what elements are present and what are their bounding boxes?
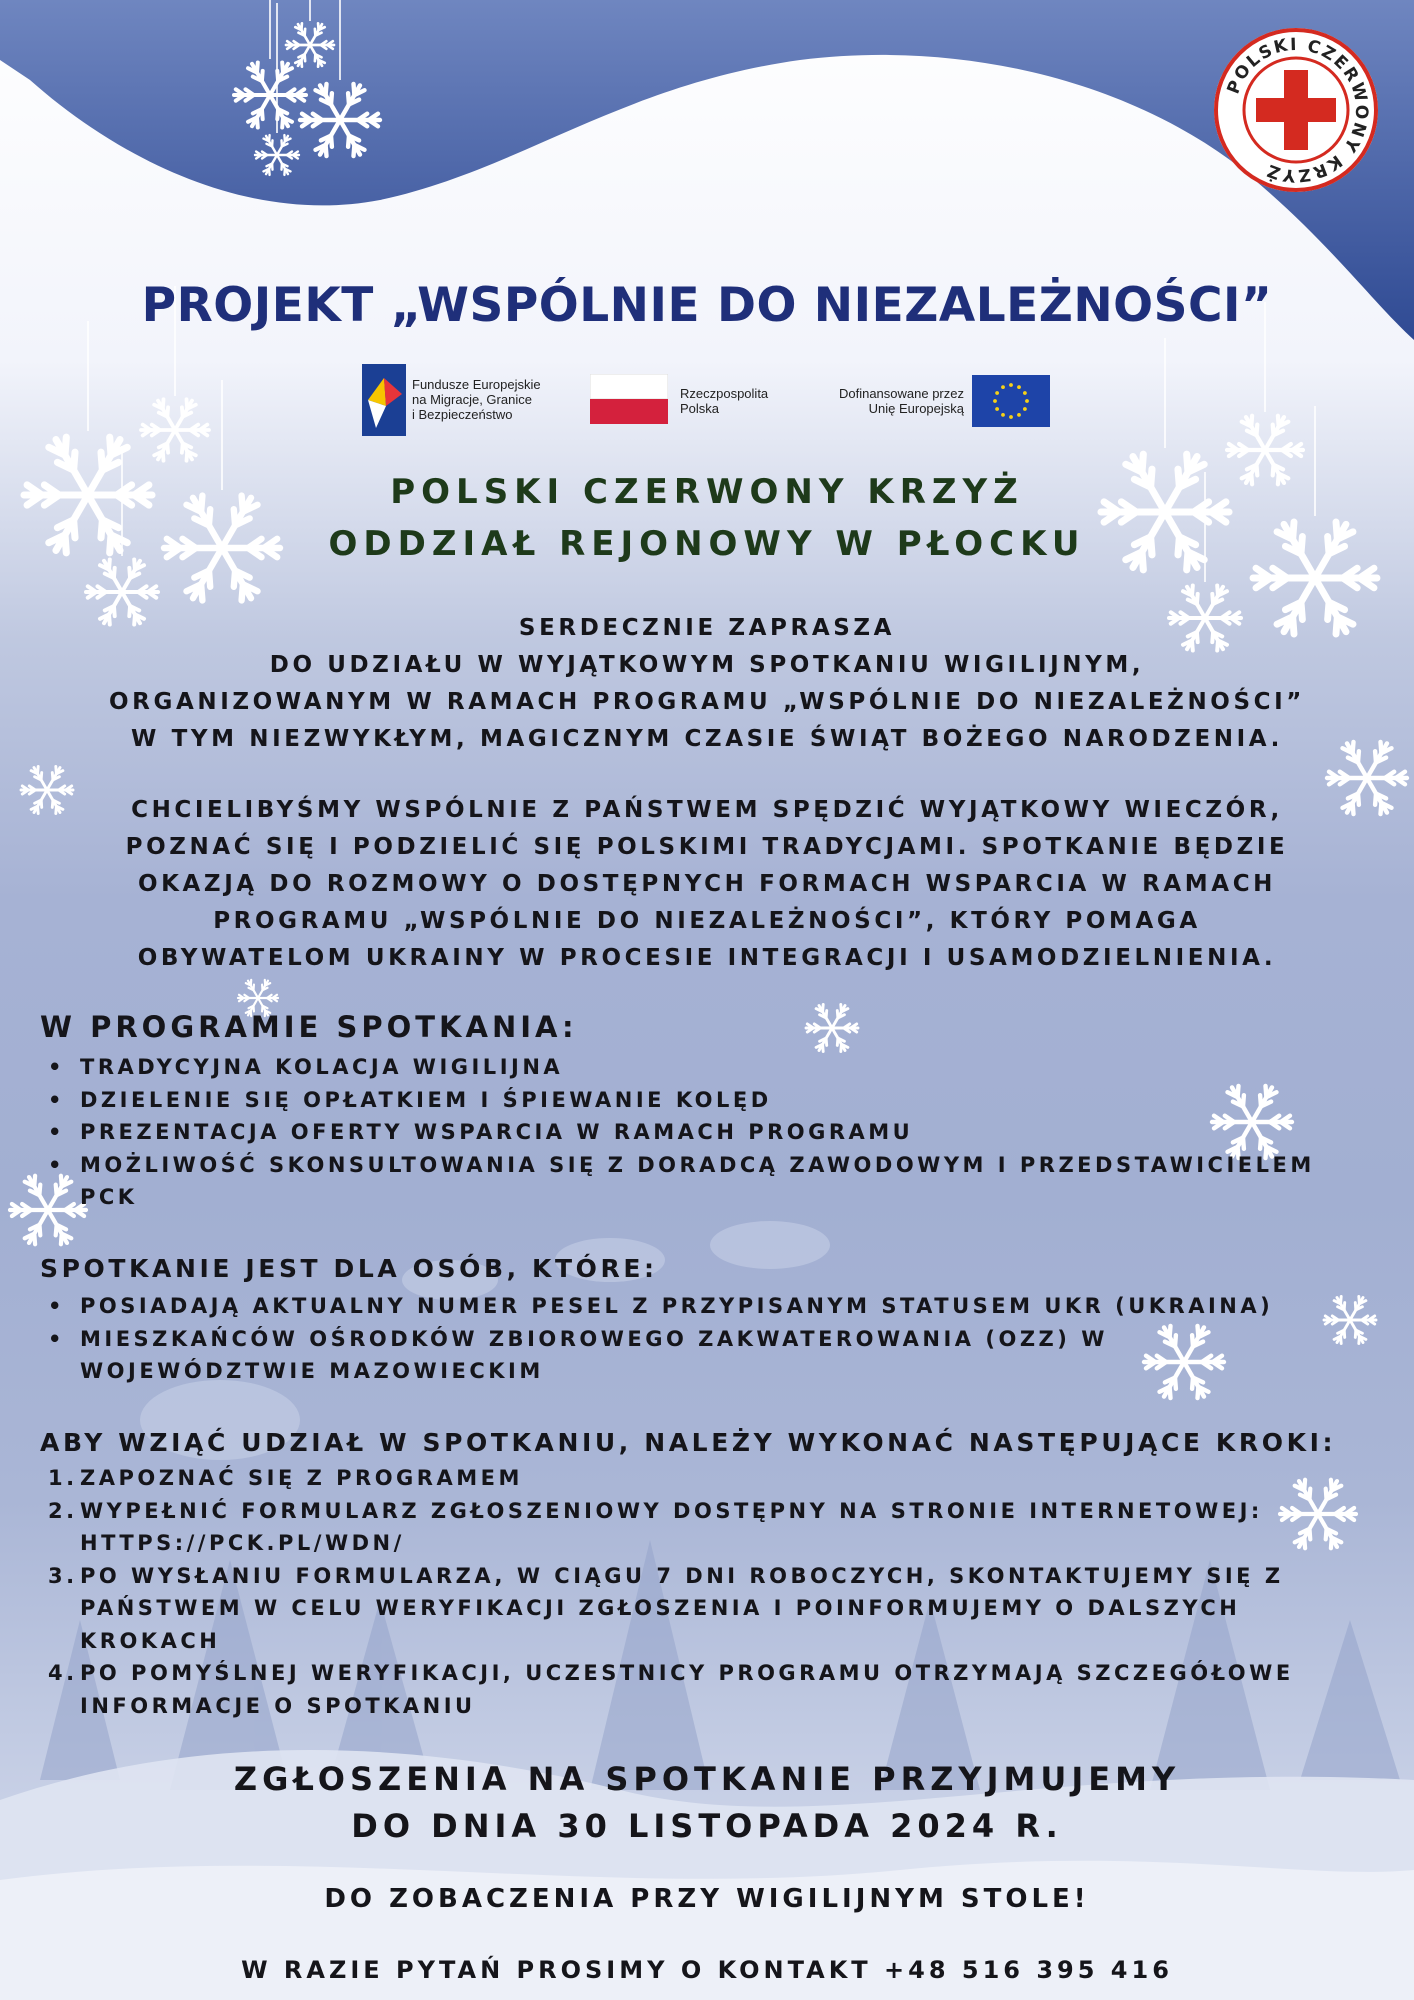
snowflake-icon (234, 63, 306, 128)
poland-flag-icon (590, 374, 668, 424)
description-line: PROGRAMU „WSPÓLNIE DO NIEZALEŻNOŚCI”, KTÓRY POMAGA (213, 908, 1201, 934)
invitation-line: SERDECZNIE ZAPRASZA (518, 615, 896, 641)
audience-list (40, 1290, 1274, 1388)
org-branch: ODDZIAŁ REJONOWY W PŁOCKU (328, 524, 1086, 564)
eu-flag-icon (972, 375, 1050, 427)
steps-list (40, 1462, 1370, 1722)
list-item: 4. PO POMYŚLNEJ WERYFIKACJI, UCZESTNICY PROGRAMU OTRZYMAJĄ SZCZEGÓŁOWE INFORMACJE O SPOTKANIU (48, 1661, 1294, 1718)
program-heading: W PROGRAMIE SPOTKANIA: (40, 1010, 578, 1044)
project-title: PROJEKT „WSPÓLNIE DO NIEZALEŻNOŚCI” (141, 278, 1273, 333)
list-item: 2. WYPEŁNIĆ FORMULARZ ZGŁOSZENIOWY DOSTĘPNY NA STRONIE INTERNETOWEJ: HTTPS://PCK.PL/WDN/ (48, 1498, 1263, 1555)
snowflake-icon (286, 23, 334, 66)
deadline-line: ZGŁOSZENIA NA SPOTKANIE PRZYJMUJEMY (233, 1760, 1181, 1798)
program-list (40, 1051, 1370, 1214)
eu-funds-flag-icon (362, 364, 406, 436)
list-item: • MOŻLIWOŚĆ SKONSULTOWANIA SIĘ Z DORADCĄ ZAWODOWYM I PRZEDSTAWICIELEM PCK (48, 1152, 1315, 1209)
invitation-text (20, 610, 1394, 758)
list-item: 3. PO WYSŁANIU FORMULARZA, W CIĄGU 7 DNI ROBOCZYCH, SKONTAKTUJEMY SIĘ Z PAŃSTWEM W CELU WERYFIKACJI ZGŁOSZENIA I POINFORMUJEMY O DALSZYCH KROKACH (48, 1563, 1284, 1653)
description-line: POZNAĆ SIĘ I PODZIELIĆ SIĘ POLSKIMI TRADYCJAMI. SPOTKANIE BĘDZIE (125, 834, 1289, 860)
invitation-line: DO UDZIAŁU W WYJĄTKOWYM SPOTKANIU WIGILIJNYM, (269, 652, 1145, 678)
poland-text: Rzeczpospolita Polska (680, 386, 769, 416)
eu-text: Dofinansowane przez Unię Europejską (838, 386, 964, 416)
description-line: OBYWATELOM UKRAINY W PROCESIE INTEGRACJI I USAMODZIELNIENIA. (137, 945, 1277, 971)
description-line: OKAZJĄ DO ROZMOWY O DOSTĘPNYCH FORMACH WSPARCIA W RAMACH (137, 871, 1277, 897)
description-text (20, 792, 1394, 977)
snowflake-icon (1144, 1326, 1224, 1398)
audience-heading: SPOTKANIE JEST DLA OSÓB, KTÓRE: (40, 1254, 658, 1283)
list-item: • PREZENTACJA OFERTY WSPARCIA W RAMACH PROGRAMU (48, 1120, 914, 1144)
invitation-line: W TYM NIEZWYKŁYM, MAGICZNYM CZASIE ŚWIĄT BOŻEGO NARODZENIA. (131, 726, 1283, 752)
org-name: POLSKI CZERWONY KRZYŻ (390, 472, 1024, 512)
list-item: 1. ZAPOZNAĆ SIĘ Z PROGRAMEM (48, 1466, 523, 1490)
list-item: • DZIELENIE SIĘ OPŁATKIEM I ŚPIEWANIE KOLĘD (48, 1087, 772, 1112)
list-item: • MIESZKAŃCÓW OŚRODKÓW ZBIOROWEGO ZAKWATEROWANIA (OZZ) W WOJEWÓDZTWIE MAZOWIECKIM (48, 1326, 1108, 1383)
red-cross-emblem (1212, 26, 1380, 194)
snowflake-icon (300, 84, 380, 156)
list-item: • POSIADAJĄ AKTUALNY NUMER PESEL Z PRZYPISANYM STATUSEM UKR (UKRAINA) (48, 1294, 1274, 1318)
deadline (0, 1756, 1414, 1850)
contact-info: W RAZIE PYTAŃ PROSIMY O KONTAKT +48 516 395 416 (241, 1956, 1173, 1984)
steps-heading: ABY WZIĄĆ UDZIAŁ W SPOTKANIU, NALEŻY WYKONAĆ NASTĘPUJĄCE KROKI: (40, 1428, 1337, 1457)
emblem-text: POLSKI CZERWONY KRZYŻ (1223, 34, 1372, 186)
list-item: • TRADYCYJNA KOLACJA WIGILIJNA (48, 1055, 564, 1079)
snowflake-icon (806, 1005, 858, 1052)
farewell: DO ZOBACZENIA PRZY WIGILIJNYM STOLE! (324, 1884, 1090, 1914)
description-line: CHCIELIBYŚMY WSPÓLNIE Z PAŃSTWEM SPĘDZIĆ WYJĄTKOWY WIECZÓR, (131, 797, 1283, 823)
invitation-line: ORGANIZOWANYM W RAMACH PROGRAMU „WSPÓLNIE DO NIEZALEŻNOŚCI” (109, 689, 1305, 715)
snowflake-icon (141, 399, 209, 460)
funds-text: Fundusze Europejskie na Migracje, Granice i Bezpieczeństwo (412, 377, 541, 422)
snowflake-icon (255, 135, 299, 175)
funding-logos (362, 364, 1052, 436)
deadline-date: DO DNIA 30 LISTOPADA 2024 R. (351, 1807, 1063, 1845)
